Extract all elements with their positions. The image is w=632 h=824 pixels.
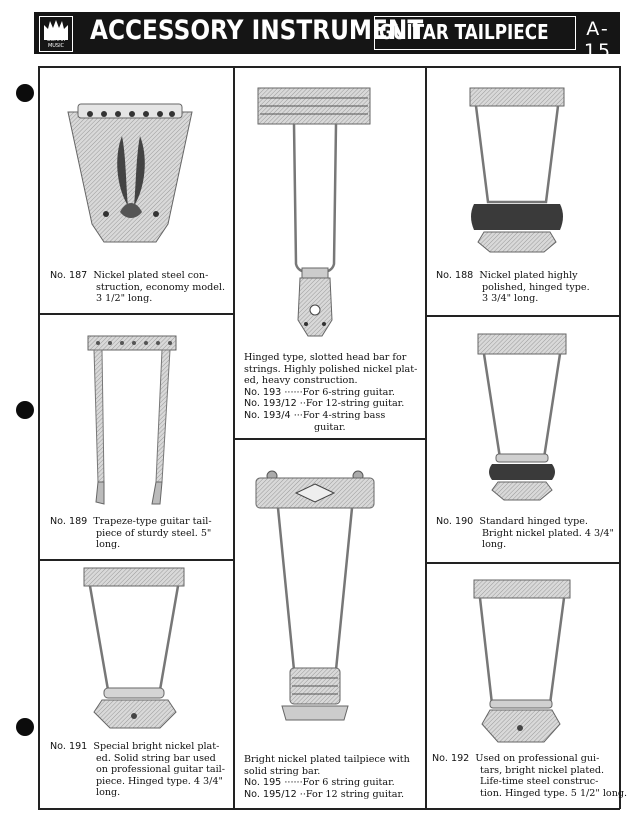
logo-text: GUITAR MUSIC xyxy=(46,37,66,49)
grid-line xyxy=(38,313,234,315)
caption-line: ed, heavy construction. xyxy=(244,375,358,387)
grid-line xyxy=(619,66,621,809)
caption-line: on professional guitar tail- xyxy=(96,764,225,776)
caption-192 xyxy=(432,753,627,799)
item-number: No. 189 xyxy=(50,516,88,527)
tailpiece-195-image xyxy=(252,464,378,726)
caption-line: For 12-string guitar. xyxy=(305,398,405,410)
caption-line: For 6-string guitar. xyxy=(302,386,395,398)
caption-line: guitar. xyxy=(314,421,346,433)
caption-line: struction, economy model. xyxy=(96,281,226,293)
item-number: No. 188 xyxy=(436,270,474,281)
tailpiece-193-image xyxy=(256,84,374,342)
caption-190 xyxy=(436,516,614,551)
item-number: No. 187 xyxy=(50,270,88,281)
item-number: No. 193/4 xyxy=(244,409,291,421)
caption-191 xyxy=(50,741,225,799)
grid-line xyxy=(38,559,234,561)
grid-line xyxy=(38,66,40,809)
caption-line: For 4-string bass xyxy=(302,409,386,421)
caption-line: Bright nickel plated. 4 3/4" xyxy=(482,527,614,539)
caption-line: Life-time steel construc- xyxy=(480,776,599,788)
grid-line xyxy=(38,808,620,810)
punch-hole xyxy=(16,401,34,419)
caption-line: Nickel plated steel con- xyxy=(93,270,209,281)
item-number: No. 193 xyxy=(244,386,282,398)
tailpiece-187-image xyxy=(60,96,200,246)
grid-line xyxy=(425,315,620,317)
item-number: No. 193/12 xyxy=(244,398,297,410)
caption-line: solid string bar. xyxy=(244,765,321,777)
tailpiece-189-image xyxy=(82,332,182,510)
caption-line: piece of sturdy steel. 5" xyxy=(96,527,212,539)
page-header xyxy=(34,12,620,62)
dot-leader: ······ xyxy=(284,386,303,398)
caption-line: 3 1/2" long. xyxy=(96,293,153,305)
page-subtitle: GUITAR TAILPIECE xyxy=(379,20,549,44)
caption-line: Bright nickel plated tailpiece with xyxy=(244,754,410,765)
tailpiece-190-image xyxy=(474,330,574,504)
item-number: No. 190 xyxy=(436,516,474,527)
caption-193 xyxy=(244,352,417,433)
caption-line: tion. Hinged type. 5 1/2" long. xyxy=(480,787,628,799)
dot-leader: ··· xyxy=(293,409,303,421)
page-number: A-15 xyxy=(583,18,613,62)
caption-line: long. xyxy=(96,787,121,799)
caption-line: long. xyxy=(96,539,121,551)
caption-line: piece. Hinged type. 4 3/4" xyxy=(96,775,223,787)
caption-line: For 6 string guitar. xyxy=(302,777,395,789)
dot-leader: ······ xyxy=(284,777,303,789)
punch-hole xyxy=(16,84,34,102)
item-number: No. 195 xyxy=(244,777,282,789)
caption-187 xyxy=(50,270,225,305)
caption-189 xyxy=(50,516,212,551)
tailpiece-192-image xyxy=(470,576,574,748)
tailpiece-191-image xyxy=(80,564,190,736)
subtitle-box xyxy=(374,16,576,50)
caption-line: ed. Solid string bar used xyxy=(96,752,216,764)
caption-line: Used on professional gui- xyxy=(475,753,600,764)
brand-logo xyxy=(39,16,73,52)
grid-line xyxy=(425,562,620,564)
grid-line xyxy=(38,66,620,68)
caption-line: long. xyxy=(482,539,507,551)
caption-line: For 12 string guitar. xyxy=(305,788,405,800)
caption-188 xyxy=(436,270,590,305)
item-number: No. 191 xyxy=(50,741,88,752)
tailpiece-188-image xyxy=(462,84,572,256)
caption-line: 3 3/4" long. xyxy=(482,293,539,305)
caption-line: tars, bright nickel plated. xyxy=(480,764,605,776)
grid-line xyxy=(233,438,426,440)
caption-195 xyxy=(244,754,410,800)
dot-leader: ·· xyxy=(299,788,306,800)
caption-line: Standard hinged type. xyxy=(479,516,588,527)
punch-hole xyxy=(16,718,34,736)
caption-line: Trapeze-type guitar tail- xyxy=(93,516,212,527)
caption-line: Hinged type, slotted head bar for xyxy=(244,352,407,363)
caption-line: Nickel plated highly xyxy=(479,270,578,281)
item-number: No. 195/12 xyxy=(244,788,297,800)
caption-line: Special bright nickel plat- xyxy=(93,741,220,752)
item-number: No. 192 xyxy=(432,753,470,764)
page-title: ACCESSORY INSTRUMENT xyxy=(90,15,424,46)
caption-line: polished, hinged type. xyxy=(482,281,590,293)
dot-leader: ·· xyxy=(299,398,306,410)
caption-line: strings. Highly polished nickel plat- xyxy=(244,363,418,375)
